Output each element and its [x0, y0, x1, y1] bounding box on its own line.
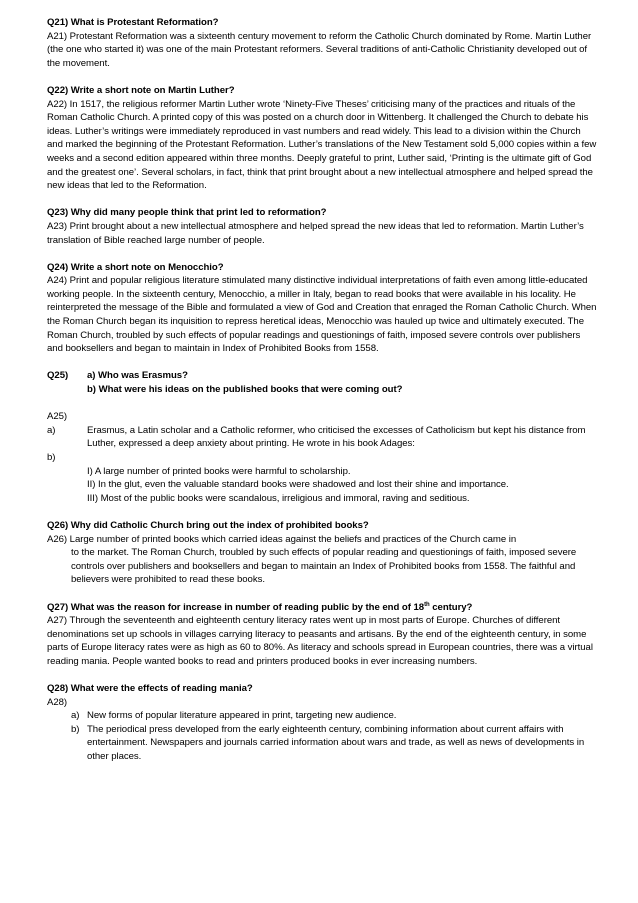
question-28: Q28) What were the effects of reading mania?: [47, 683, 253, 695]
question-27-superscript: th: [424, 601, 430, 608]
question-27-text: Q27) What was the reason for increase in number of reading public by the end of 18: [47, 601, 425, 613]
question-27: [47, 601, 598, 615]
question-25: [47, 369, 598, 396]
answer-25-a: [47, 424, 598, 451]
answer-25-point: I) A large number of printed books were harmful to scholarship.: [87, 465, 351, 477]
list-item-text: New forms of popular literature appeared in print, targeting new audience.: [87, 710, 397, 722]
answer-21: A21) Protestant Reformation was a sixteenth century movement to reform the Catholic Church dominated by Rome. Martin Luther (the one who started it) was one of the main Protestant reformers. Several traditions of anti-Catholic Christianity developed out of the movement.: [47, 30, 592, 69]
question-24: Q24) Write a short note on Menocchio?: [47, 261, 224, 273]
list-item: [71, 723, 598, 764]
answer-27: A27) Through the seventeenth and eighteenth century literacy rates went up in most parts of Europe. Churches of different denominations set up schools in villages carrying literacy to peasants and artisans. By the end of the eighteenth century, in some parts of Europe literacy rates were as high as 60 to 80%. As literacy and schools spread in European countries, there was a virtual reading mania. People wanted books to read and printers produced books in ever increasing numbers.: [47, 615, 593, 667]
question-23: Q23) Why did many people think that print led to reformation?: [47, 207, 327, 219]
answer-22: A22) In 1517, the religious reformer Martin Luther wrote ‘Ninety-Five Theses’ criticising many of the practices and rituals of the Roman Catholic Church. A printed copy of this was posted on a church door in Wittenberg. It challenged the Church to debate his ideas. Luther’s writings were immediately reproduced in vast numbers and read widely. This lead to a division within the Church and marked the beginning of the Protestant Reformation. Luther’s translations of the New Testament sold 5,000 copies within a few weeks and a second edition appeared within three months. Deeply grateful to print, Luther said, ‘Printing is the ultimate gift of God and the greatest one’. Several scholars, in fact, think that print brought about a new intellectual atmosphere and helped spread the new ideas that led to the Reformation.: [47, 98, 597, 192]
question-22: Q22) Write a short note on Martin Luther?: [47, 84, 235, 96]
answer-25-b-marker: b): [47, 452, 56, 463]
question-25-part-b: b) What were his ideas on the published books that were coming out?: [87, 384, 403, 396]
answer-23: A23) Print brought about a new intellectual atmosphere and helped spread the new ideas that led to reformation. Martin Luther’s translation of Bible reached large number of people.: [47, 220, 584, 246]
question-26: Q26) Why did Catholic Church bring out the index of prohibited books?: [47, 519, 369, 531]
answer-26-first-line: A26) Large number of printed books which carried ideas against the beliefs and practices of the Church came in: [47, 533, 517, 545]
question-25-label: Q25): [47, 370, 69, 382]
question-27-end: century?: [429, 601, 473, 613]
answer-25-label: A25): [47, 411, 68, 423]
list-item: [71, 709, 598, 723]
answer-25-a-text: Erasmus, a Latin scholar and a Catholic reformer, who criticised the excesses of Catholicism but kept his distance from Luther, expressed a deep anxiety about printing. He wrote in his book Adages:: [87, 424, 586, 450]
answer-25-a-marker: a): [47, 424, 56, 436]
answer-26-rest: to the market. The Roman Church, troubled by such effects of popular reading and questionings of faith, imposed severe controls over publishers and booksellers and began to maintain an Index of Prohibited books from 1558. The faithful and believers were prohibited to read these books.: [71, 547, 577, 586]
answer-28-label: A28): [47, 696, 68, 708]
answer-24: A24) Print and popular religious literature stimulated many distinctive individual interpretations of faith even among little-educated working people. In the sixteenth century, Menocchio, a miller in Italy, began to read books that were available in his locality. He reinterpreted the message of the Bible and formulated a view of God and Creation that enraged the Roman Catholic Church. When the Roman Church began its inquisition to repress heretical ideas, Menocchio was hauled up twice and ultimately executed. The Roman Church, troubled by such effects of popular readings and questionings of faith, imposed severe controls over publishers and booksellers and began to maintain in Index of Prohibited Books from 1558.: [47, 275, 597, 355]
list-item-text: The periodical press developed from the early eighteenth century, combining information about current affairs with entertainment. Newspapers and journals carried information about wars and trade, as well as news of developments in other places.: [87, 723, 585, 763]
answer-28-list: [47, 709, 598, 763]
answer-25-point: III) Most of the public books were scandalous, irreligious and immoral, raving and seditious.: [87, 492, 470, 504]
answer-25-point: II) In the glut, even the valuable standard books were shadowed and lost their shine and importance.: [87, 479, 509, 491]
list-item-marker: b): [71, 723, 80, 735]
list-item-marker: a): [71, 710, 80, 722]
question-25-part-a: a) Who was Erasmus?: [87, 370, 188, 382]
question-21: Q21) What is Protestant Reformation?: [47, 17, 219, 28]
